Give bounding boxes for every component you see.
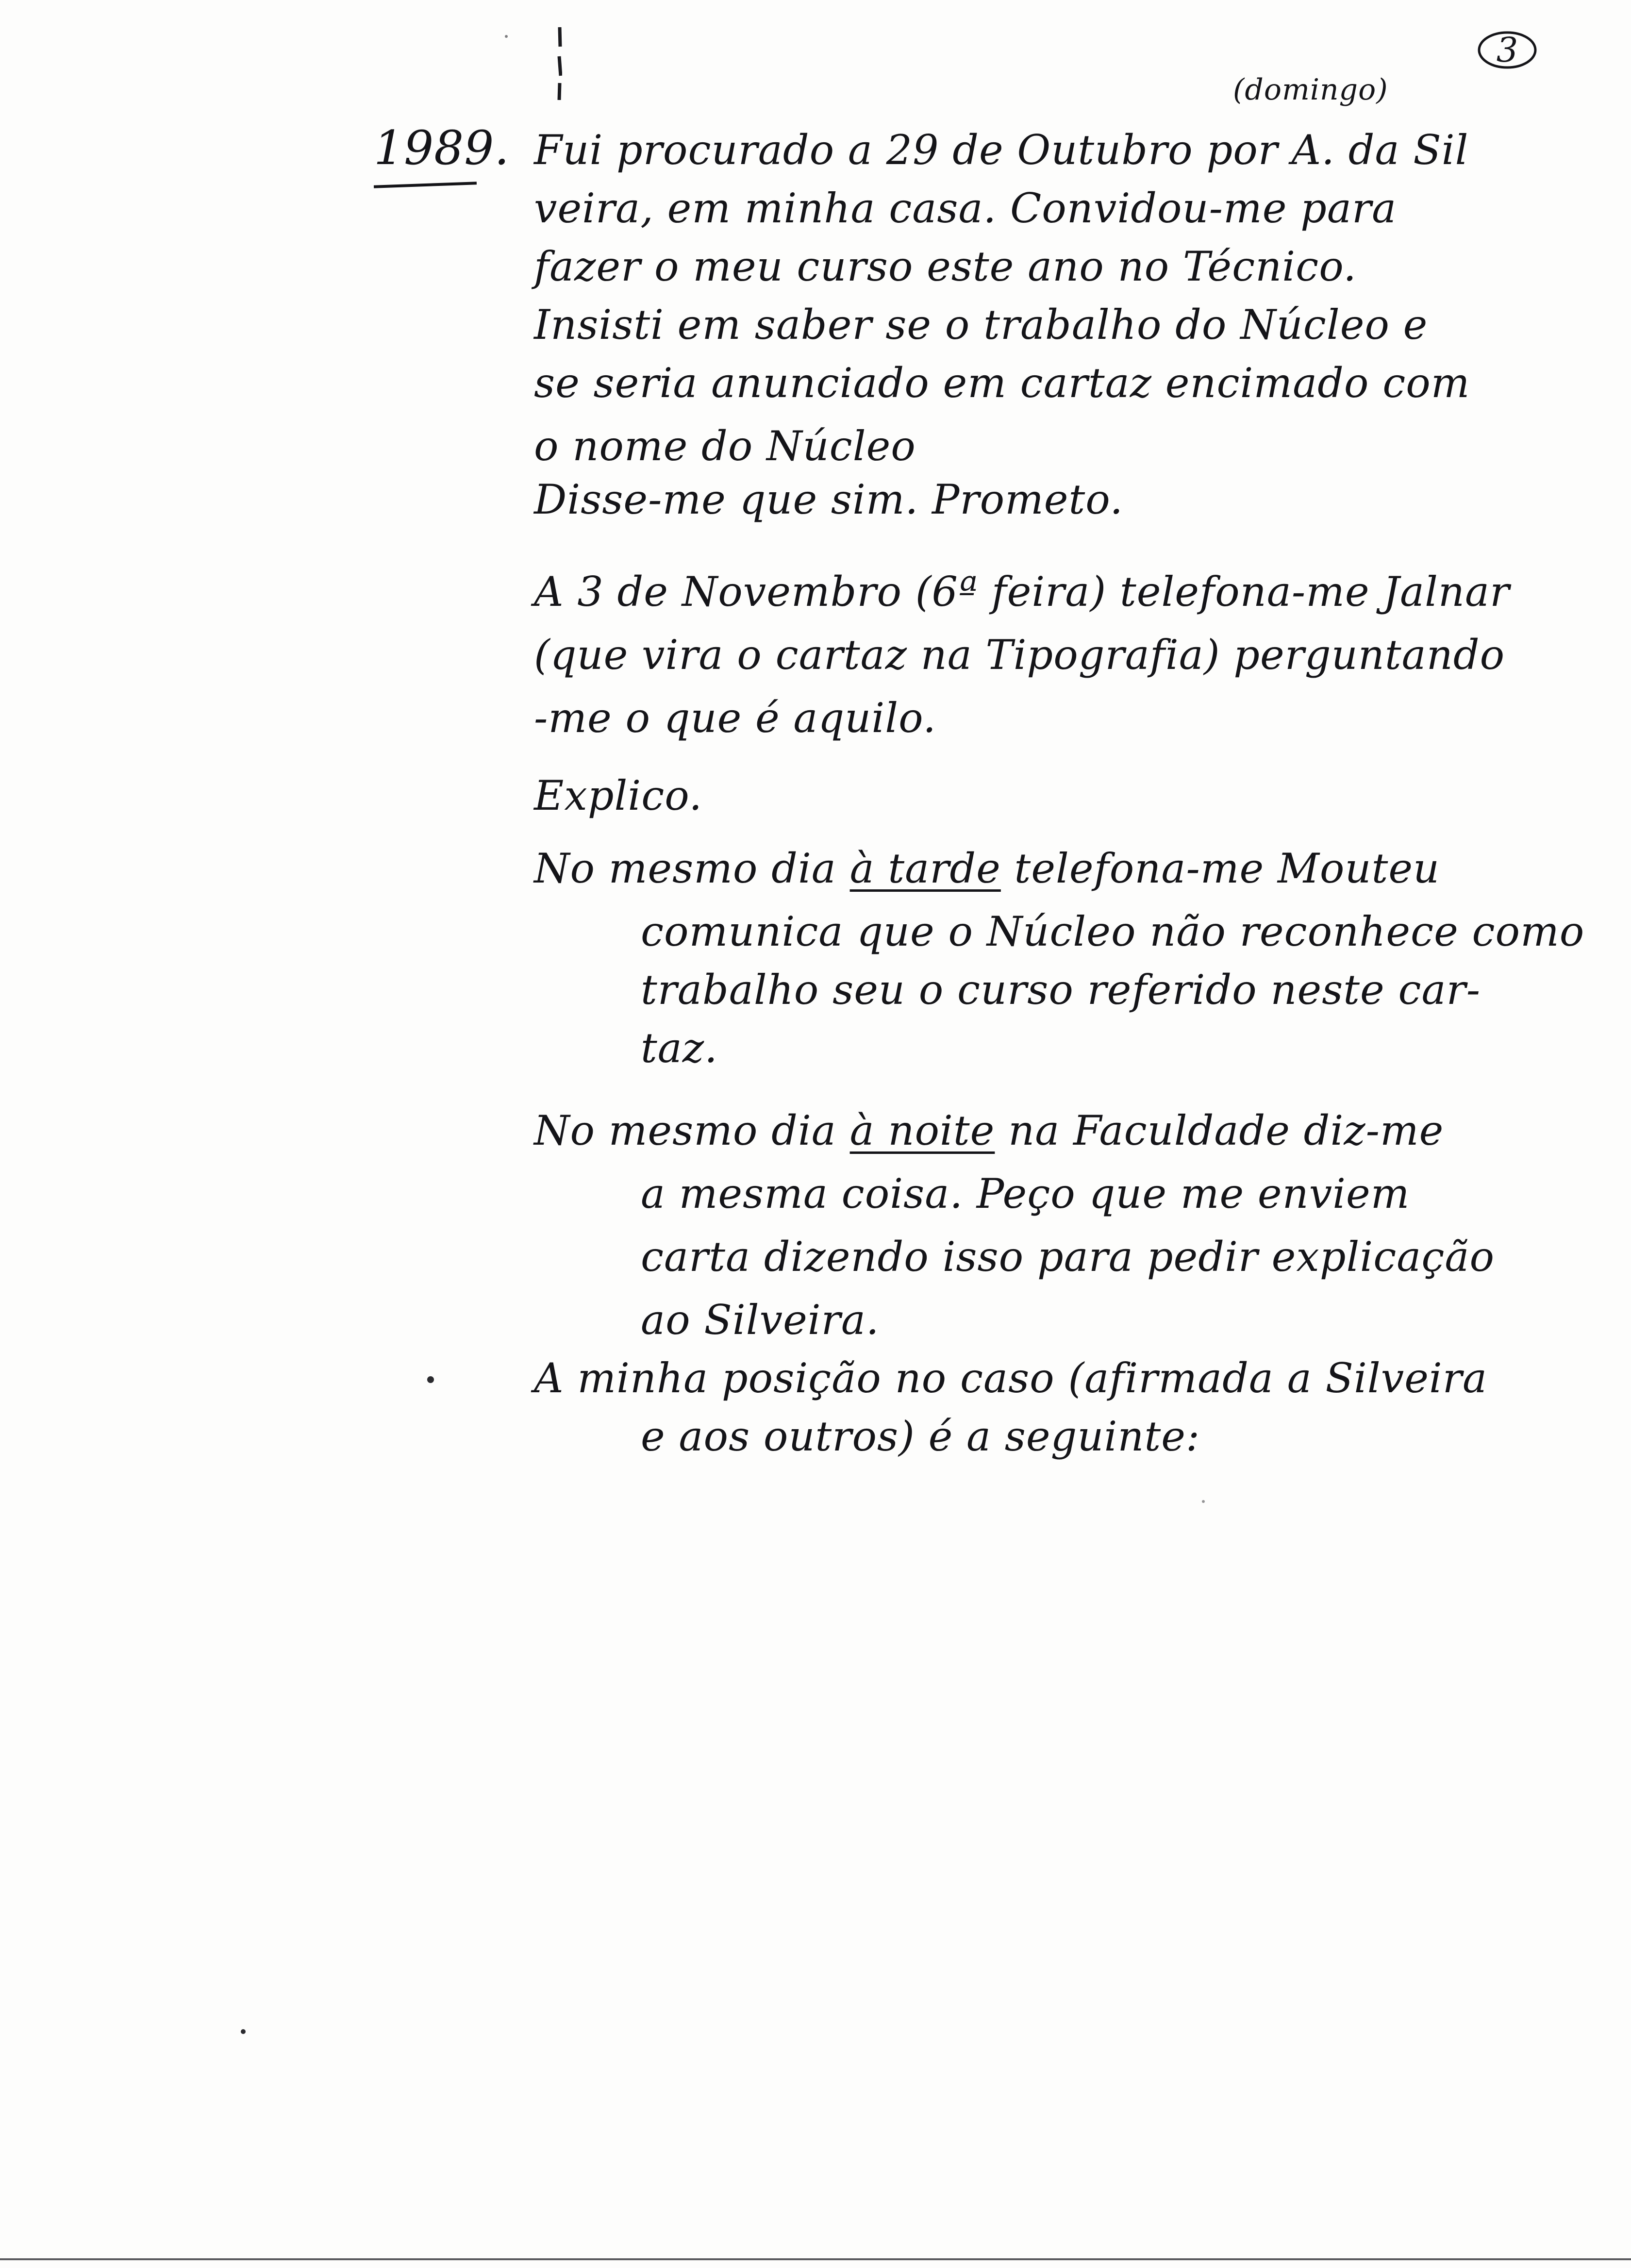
text-line: Disse-me que sim. Prometo. bbox=[534, 476, 1124, 523]
entry-year: 1989. bbox=[374, 121, 510, 175]
text-line: taz. bbox=[641, 1024, 718, 1072]
ink-dot bbox=[1202, 1500, 1205, 1503]
underlined-phrase: à tarde bbox=[849, 845, 1001, 892]
text-line: carta dizendo isso para pedir explicação bbox=[641, 1233, 1495, 1281]
text-line bbox=[534, 840, 1440, 897]
text-line: fazer o meu curso este ano no Técnico. bbox=[534, 243, 1357, 290]
scan-edge-line bbox=[0, 2258, 1631, 2260]
ink-dot bbox=[241, 2029, 246, 2034]
text-line: se seria anunciado em cartaz encimado com bbox=[534, 359, 1470, 407]
underlined-phrase: à noite bbox=[849, 1107, 995, 1154]
text-line: o nome do Núcleo bbox=[534, 422, 916, 470]
page-number bbox=[1476, 28, 1539, 72]
text-line: Fui procurado a 29 de Outubro por A. da Sil bbox=[534, 126, 1469, 174]
text-fragment: telefona-me Mouteu bbox=[1000, 845, 1440, 892]
text-line: (que vira o cartaz na Tipografia) perguntando bbox=[534, 631, 1505, 679]
text-line: Explico. bbox=[534, 772, 703, 819]
text-fragment: na Faculdade diz-me bbox=[995, 1107, 1444, 1154]
text-line: a mesma coisa. Peço que me enviem bbox=[641, 1170, 1410, 1217]
text-line: ao Silveira. bbox=[641, 1296, 880, 1344]
ink-dot bbox=[427, 1376, 434, 1383]
text-fragment: No mesmo dia bbox=[534, 845, 850, 892]
ink-dot bbox=[505, 35, 508, 38]
text-line: veira, em minha casa. Convidou-me para bbox=[534, 184, 1397, 232]
page-number-text: 3 bbox=[1496, 30, 1518, 70]
text-line: e aos outros) é a seguinte: bbox=[641, 1413, 1200, 1460]
text-line: Insisti em saber se o trabalho do Núcleo e bbox=[534, 301, 1428, 349]
year-underline bbox=[374, 182, 477, 188]
ink-mark bbox=[557, 27, 562, 100]
text-line: A minha posição no caso (afirmada a Silveira bbox=[534, 1354, 1488, 1402]
annotation-above: (domingo) bbox=[1233, 73, 1388, 107]
text-line: comunica que o Núcleo não reconhece como bbox=[641, 908, 1585, 955]
text-line: -me o que é aquilo. bbox=[534, 694, 936, 742]
text-line: trabalho seu o curso referido neste car- bbox=[641, 966, 1481, 1014]
text-fragment: No mesmo dia bbox=[534, 1107, 850, 1154]
text-line: A 3 de Novembro (6ª feira) telefona-me Jalnar bbox=[534, 568, 1510, 616]
text-line bbox=[534, 1102, 1444, 1159]
